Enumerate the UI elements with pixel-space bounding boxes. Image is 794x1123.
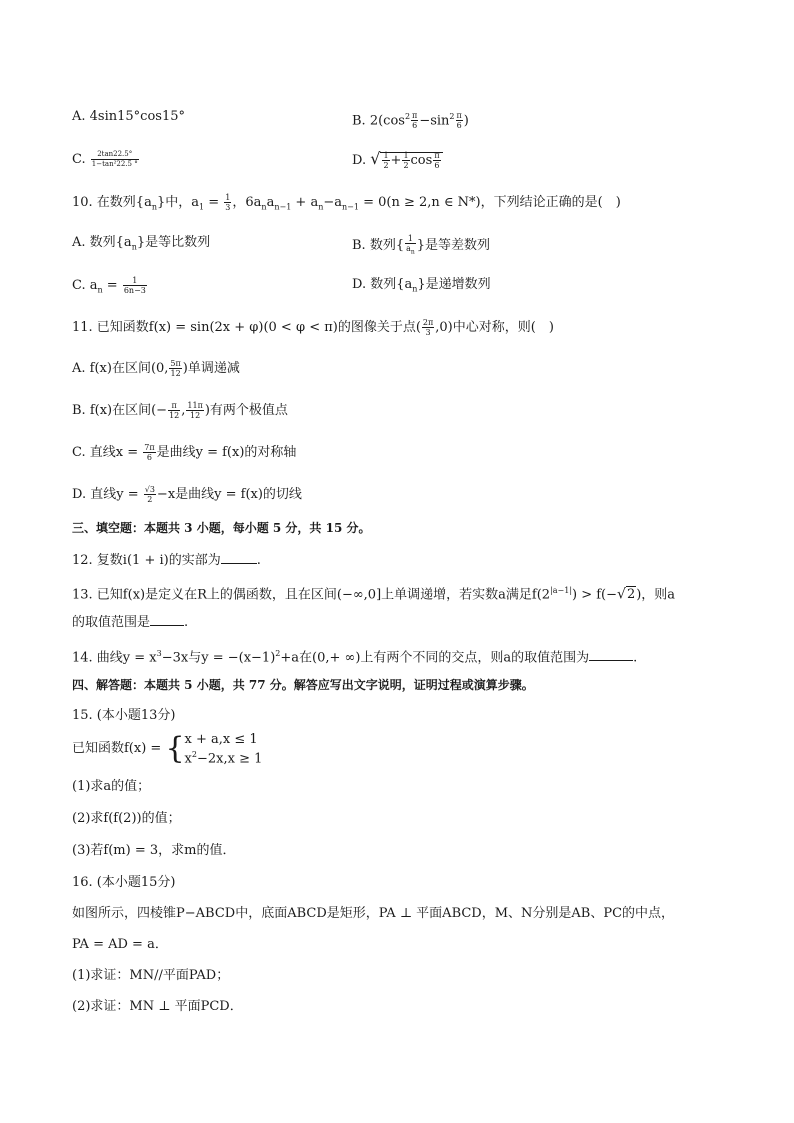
q14-a: 14. 曲线y = x	[72, 650, 157, 666]
q11-c-den: 6	[146, 453, 152, 462]
q15-case2-sup: 2	[191, 750, 197, 759]
q13-line1-c: )，则a	[636, 587, 676, 603]
q15-part2: (2)求f(f(2))的值；	[72, 811, 181, 826]
q12-text: 12. 复数i(1 + i)的实部为	[72, 553, 221, 568]
q9-d-half2	[402, 151, 409, 170]
q9-b-sq2: 2	[449, 112, 455, 121]
q13-sqrt-sign: √	[617, 586, 626, 603]
q10-option-c	[72, 276, 148, 300]
q9-d-half2-num: 1	[403, 151, 409, 160]
q9-option-c	[72, 150, 140, 169]
q9-d-pi6-den: 6	[434, 161, 440, 170]
q11-b-den2: 12	[190, 411, 201, 420]
q16-line1: 如图所示，四棱锥P−ABCD中，底面ABCD是矩形，PA ⊥ 平面ABCD，M、N分别是AB、PC的中点，	[72, 906, 675, 921]
q10-stem-a: 10. 在数列{a	[72, 195, 152, 210]
q10-a1-num: 1	[225, 193, 231, 202]
q11-d-den: 2	[147, 495, 153, 504]
q11-a-pre: A. f(x)在区间(0,	[72, 361, 169, 376]
q11-option-c	[72, 443, 296, 462]
q10-stem-f: + a	[291, 195, 319, 210]
q15-stem-text: 已知函数f(x) =	[72, 741, 166, 757]
q10-b-num: 1	[405, 234, 416, 244]
q15-cases	[185, 732, 263, 766]
q10-sub-n3: n	[318, 202, 324, 212]
q11-a-frac	[169, 359, 181, 378]
q11-b-num2: 11π	[187, 401, 203, 410]
q9-b-frac1-num: π	[412, 111, 418, 121]
q13-line2-text: 的取值范围是	[72, 615, 151, 630]
q10-sub-nm1: n−1	[274, 202, 292, 212]
q10-d-sub: n	[412, 284, 418, 294]
q9-option-a-text: A. 4sin15°cos15°	[72, 109, 185, 124]
q10-option-b	[352, 234, 490, 257]
q13-line2-end: .	[184, 615, 189, 630]
q15-case2-a: x	[184, 751, 192, 767]
q10-sub-1: 1	[199, 202, 205, 212]
q10-sub-nm1b: n−1	[342, 202, 359, 212]
q9-c-frac	[91, 150, 139, 169]
q15-case2	[185, 747, 263, 766]
q10-d-text: D. 数列{a	[352, 277, 413, 292]
q11-b-num1: π	[168, 401, 180, 411]
section-3-heading: 三、填空题：本题共 3 小题，每小题 5 分，共 15 分。	[72, 521, 371, 535]
q12-end: .	[256, 553, 261, 568]
q11-a-den: 12	[170, 369, 181, 378]
q11-stem-b: ,0)中心对称，则( )	[435, 320, 554, 335]
q9-b-sq1: 2	[404, 112, 411, 121]
q11-stem-num: 2π	[422, 318, 434, 327]
q16-line2: PA = AD = a．	[72, 937, 168, 952]
q10-stem-g: −a	[323, 195, 343, 210]
q11-c-post: 是曲线y = f(x)的对称轴	[156, 445, 297, 460]
q10-stem-d: ，6a	[232, 195, 262, 210]
q11-a-post: )单调递减	[182, 361, 240, 376]
q12-answer-blank[interactable]	[221, 550, 257, 564]
q11-stem-frac	[422, 318, 434, 337]
q11-stem-den: 3	[425, 328, 431, 337]
q9-option-d	[352, 150, 443, 170]
q9-c-prefix: C.	[72, 152, 86, 167]
q16-heading: 16. (本小题15分)	[72, 875, 176, 890]
q10-b-end: }是等差数列	[416, 237, 491, 253]
q16-part1: (1)求证：MN//平面PAD；	[72, 968, 230, 983]
q11-b-frac1	[168, 401, 180, 420]
q10-b-den: a	[406, 244, 411, 253]
q9-option-a	[72, 108, 185, 126]
q15-heading: 15. (本小题13分)	[72, 708, 176, 723]
q13-line1-a: 13. 已知f(x)是定义在R上的偶函数，且在区间(−∞,0]上单调递增，若实数a满足f(2	[72, 587, 551, 603]
q10-d-end: }是递增数列	[417, 277, 491, 292]
q10-a-end: }是等比数列	[136, 235, 211, 250]
q9-b-frac2-num: π	[456, 111, 462, 121]
q11-stem	[72, 318, 554, 337]
q10-stem-e: a	[266, 195, 275, 210]
q11-c-num: 7π	[144, 443, 155, 452]
q9-b-frac2-den: 6	[456, 121, 462, 131]
q11-c-frac	[143, 443, 155, 462]
q15-part3: (3)若f(m) = 3，求m的值．	[72, 843, 236, 858]
q9-b-close: )	[463, 113, 469, 129]
q13-line1	[72, 582, 675, 604]
q10-stem-h: = 0(n ≥ 2,n ∈ N*)，下列结论正确的是( )	[358, 195, 621, 210]
q10-b-den-sub: n	[410, 248, 415, 256]
q15-case2-b: −2x,x ≥ 1	[196, 751, 263, 767]
q9-d-pi6-num: π	[434, 151, 440, 160]
q11-a-num: 5π	[170, 359, 181, 368]
q9-c-num: 2tan22.5°	[91, 150, 139, 160]
q11-option-d	[72, 485, 302, 504]
q11-b-den1: 12	[169, 411, 180, 420]
q14-answer-blank[interactable]	[589, 647, 633, 661]
q14-sup2: 2	[275, 649, 281, 658]
q10-a1-frac	[224, 193, 231, 212]
q16-part2: (2)求证：MN ⊥ 平面PCD．	[72, 999, 243, 1014]
q11-d-frac	[144, 485, 156, 504]
q11-stem-a: 11. 已知函数f(x) = sin(2x + φ)(0 < φ < π)的图像关于点(	[72, 320, 421, 335]
q9-b-frac1	[411, 111, 418, 130]
q11-c-pre: C. 直线x =	[72, 445, 143, 460]
q15-case1: x + a,x ≤ 1	[184, 732, 258, 747]
q9-d-sqrt-sign: √	[370, 149, 381, 168]
q13-line1-b: ) > f(−	[572, 587, 618, 603]
q11-d-num: √3	[144, 485, 155, 494]
q9-option-b	[352, 108, 469, 130]
q9-d-pi6	[433, 151, 440, 170]
q14-b: −3x与y = −(x−1)	[161, 650, 276, 666]
q9-d-half1	[382, 151, 389, 170]
q10-option-d	[352, 276, 491, 299]
q9-c-den: 1−tan²22.5 °	[91, 160, 138, 168]
q15-stem	[72, 732, 262, 766]
q11-b-comma: ,	[181, 403, 186, 418]
q9-b-frac2	[456, 111, 463, 130]
q9-b-prefix: B. 2(cos	[352, 113, 405, 129]
q10-c-num: 1	[123, 276, 147, 286]
q9-d-plus: +	[390, 153, 402, 168]
q9-b-frac1-den: 6	[412, 121, 418, 131]
q9-d-cos: cos	[410, 153, 433, 168]
q10-sub-n: n	[151, 202, 157, 212]
q14-c: +a在(0,+ ∞)上有两个不同的交点，则a的取值范围为	[280, 650, 590, 666]
q10-c-text: C. a	[72, 278, 98, 293]
q10-sub-n2: n	[261, 202, 267, 212]
q11-b-frac2	[186, 401, 203, 420]
q9-d-half1-num: 1	[383, 151, 389, 160]
q15-brace: {	[165, 731, 185, 767]
q11-b-post: )有两个极值点	[204, 403, 288, 418]
q10-stem	[72, 193, 621, 217]
q11-d-pre: D. 直线y =	[72, 487, 143, 502]
q10-b-text: B. 数列{	[352, 237, 405, 253]
q10-a-sub: n	[131, 242, 137, 252]
q10-c-eq: =	[102, 278, 122, 293]
q9-b-minus-sin: −sin	[419, 113, 450, 129]
q14-end: .	[633, 650, 638, 666]
q9-d-half1-den: 2	[383, 161, 389, 170]
q11-d-post: −x是曲线y = f(x)的切线	[156, 487, 302, 502]
q13-line2	[72, 612, 188, 632]
q10-stem-c: =	[204, 195, 224, 210]
section-4-heading: 四、解答题：本题共 5 小题，共 77 分。解答应写出文字说明，证明过程或演算步骤。	[72, 678, 534, 692]
q10-c-frac	[123, 276, 147, 295]
q10-option-a	[72, 234, 210, 257]
q14	[72, 645, 637, 667]
q9-d-prefix: D.	[352, 153, 367, 168]
q15-part1: (1)求a的值；	[72, 779, 151, 794]
q14-sup3: 3	[156, 649, 162, 658]
q10-a1-den: 3	[225, 203, 231, 212]
q10-c-den: 6n−3	[123, 286, 146, 295]
q9-d-half2-den: 2	[403, 161, 409, 170]
q10-stem-b: }中，a	[157, 195, 200, 210]
q13-exp: |a−1|	[550, 586, 573, 595]
q10-b-den-wrap	[405, 244, 416, 257]
q10-a-text: A. 数列{a	[72, 235, 132, 250]
q13-radicand: 2	[626, 587, 636, 603]
q10-b-frac	[405, 234, 416, 257]
q9-d-radicand	[380, 152, 442, 168]
q13-answer-blank[interactable]	[150, 612, 184, 626]
q11-option-a	[72, 359, 240, 378]
q12	[72, 550, 261, 570]
q11-b-pre: B. f(x)在区间(−	[72, 403, 168, 418]
q11-option-b	[72, 401, 288, 420]
q10-c-sub: n	[97, 285, 103, 295]
